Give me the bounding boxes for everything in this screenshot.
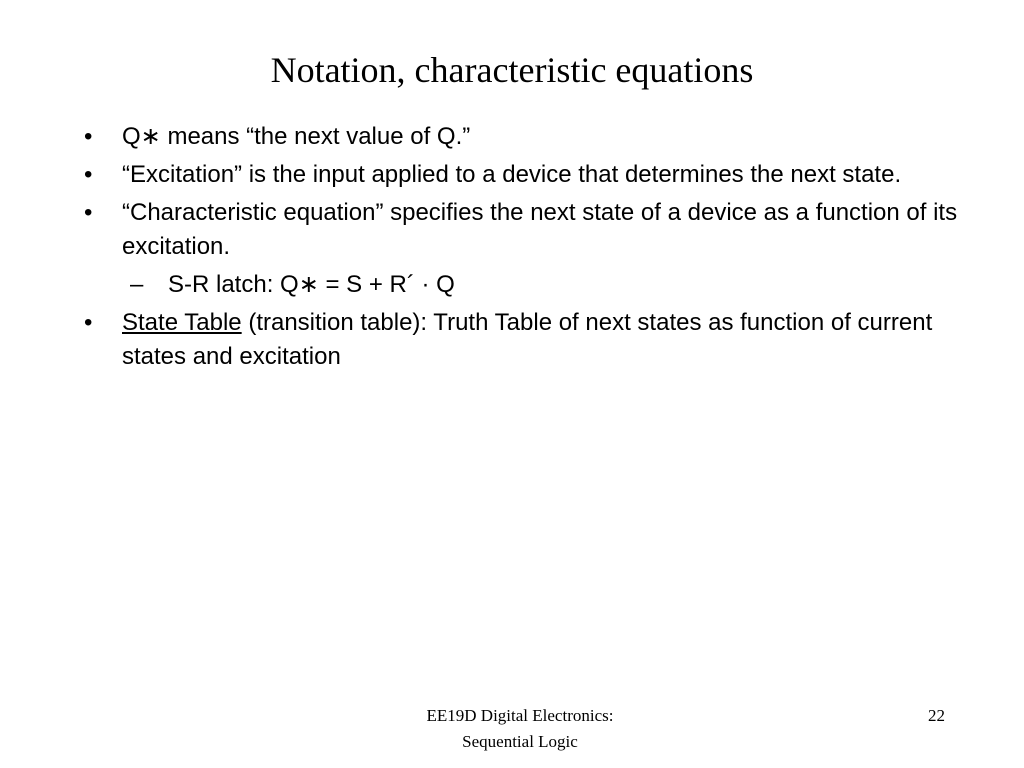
- footer-course-title: [375, 703, 665, 755]
- sub-bullet-marker: –: [130, 271, 144, 298]
- sub-bullet-text: S-R latch: Q∗ = S + R´ · Q: [168, 271, 455, 298]
- slide-title: Notation, characteristic equations: [270, 50, 754, 90]
- slide-page-number: 22: [928, 706, 945, 725]
- bullet-text: “Excitation” is the input applied to a device that determines the next state.: [122, 161, 902, 188]
- bullet-text: (transition table): Truth Table of next states as function of current states and excitation: [122, 309, 933, 370]
- footer-course-line-2: Sequential Logic: [462, 732, 578, 751]
- bullet-item-state-table: [84, 306, 964, 374]
- sub-bullet-item-sr-latch: [84, 268, 964, 302]
- bullet-text: “Characteristic equation” specifies the next state of a device as a function of its excitation.: [122, 199, 958, 260]
- bullet-text: Q∗ means “the next value of Q.”: [122, 123, 471, 150]
- bullet-item-next-value: [84, 120, 964, 154]
- bullet-item-characteristic-equation: [84, 196, 964, 264]
- bullet-item-excitation: [84, 158, 964, 192]
- bullet-marker: •: [84, 199, 93, 226]
- bullet-marker: •: [84, 309, 93, 336]
- bullet-marker: •: [84, 161, 93, 188]
- bullet-marker: •: [84, 123, 93, 150]
- state-table-term: State Table: [122, 309, 242, 336]
- footer-course-line-1: EE19D Digital Electronics:: [426, 706, 614, 725]
- bullet-list: [84, 120, 964, 378]
